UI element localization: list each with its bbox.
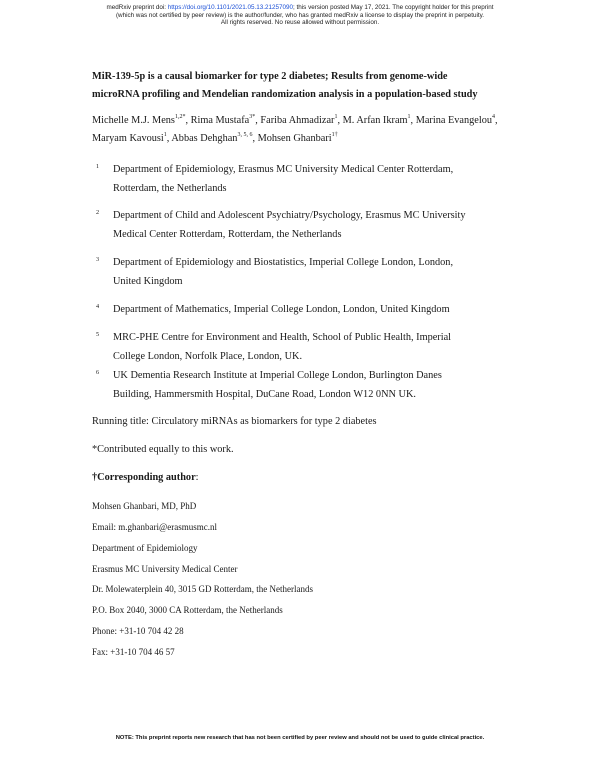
author: Maryam Kavousi$^1$, bbox=[92, 132, 172, 144]
affiliation-text: UK Dementia Research Institute at Imperial College London, Burlington Danes bbox=[113, 370, 442, 381]
affiliation-text: Department of Epidemiology, Erasmus MC University Medical Center Rotterdam, bbox=[113, 164, 454, 175]
affiliation-text: United Kingdom bbox=[113, 276, 183, 287]
notice-line-2: (which was not certified by peer review) is the author/funder, who has granted medRxiv a license to display the preprint in perpetuity. bbox=[115, 11, 485, 19]
affiliation-text: Department of Epidemiology and Biostatistics, Imperial College London, London, bbox=[113, 257, 454, 268]
contact-po-box: P.O. Box 2040, 3000 CA Rotterdam, the Netherlands bbox=[92, 605, 283, 615]
preprint-notice bbox=[40, 4, 560, 27]
doi-link[interactable]: https://doi.org/10.1101/2021.05.13.21257090 bbox=[167, 4, 294, 11]
title-line-1: MiR-139-5p is a causal biomarker for type 2 diabetes; Results from genome-wide bbox=[92, 71, 448, 82]
running-title: Running title: Circulatory miRNAs as biomarkers for type 2 diabetes bbox=[92, 416, 377, 427]
affiliation-number: 3 bbox=[96, 256, 100, 263]
title-line-2: microRNA profiling and Mendelian randomization analysis in a population-based study bbox=[92, 89, 478, 100]
affiliation-text: Department of Child and Adolescent Psychiatry/Psychology, Erasmus MC University bbox=[113, 210, 466, 221]
contact-institution: Erasmus MC University Medical Center bbox=[92, 564, 238, 574]
affiliation-text: MRC-PHE Centre for Environment and Health, School of Public Health, Imperial bbox=[113, 332, 452, 343]
contact-name: Mohsen Ghanbari, MD, PhD bbox=[92, 501, 197, 511]
affiliation-text: Medical Center Rotterdam, Rotterdam, the Netherlands bbox=[113, 229, 342, 240]
affiliation-text: Building, Hammersmith Hospital, DuCane Road, London W12 0NN UK. bbox=[113, 389, 416, 400]
affiliation-number: 5 bbox=[96, 331, 100, 338]
author: Mohsen Ghanbari$^{1\dagger}$ bbox=[257, 132, 338, 144]
contact-email[interactable]: Email: m.ghanbari@erasmusmc.nl bbox=[92, 522, 218, 532]
paper-title bbox=[92, 68, 532, 104]
author-list bbox=[92, 112, 522, 148]
notice-line-3: All rights reserved. No reuse allowed without permission. bbox=[220, 19, 380, 27]
contact-fax: Fax: +31-10 704 46 57 bbox=[92, 647, 175, 657]
notice-prefix: medRxiv preprint doi: bbox=[106, 4, 168, 11]
affiliation-text: College London, Norfolk Place, London, UK. bbox=[113, 351, 303, 362]
author: Rima Mustafa$^{3*}$, bbox=[190, 114, 261, 126]
author: Abbas Dehghan$^{3, 5, 6}$, bbox=[171, 132, 258, 144]
affiliation-number: 4 bbox=[96, 303, 100, 310]
affiliation-number: 2 bbox=[96, 209, 100, 216]
notice-suffix: ; this version posted May 17, 2021. The copyright holder for this preprint bbox=[293, 4, 494, 11]
contact-department: Department of Epidemiology bbox=[92, 543, 198, 553]
affiliation-text: Rotterdam, the Netherlands bbox=[113, 183, 227, 194]
author: M. Arfan Ikram$^1$, bbox=[342, 114, 416, 126]
corresponding-label: †Corresponding author bbox=[92, 472, 196, 483]
contact-address: Dr. Molewaterplein 40, 3015 GD Rotterdam, the Netherlands bbox=[92, 584, 313, 594]
equal-contribution-note: *Contributed equally to this work. bbox=[92, 444, 234, 455]
contact-phone: Phone: +31-10 704 42 28 bbox=[92, 626, 184, 636]
author: Fariba Ahmadizar$^1$, bbox=[260, 114, 343, 126]
corresponding-colon: : bbox=[195, 472, 199, 483]
corresponding-author-heading bbox=[92, 471, 532, 485]
affiliation-number: 6 bbox=[96, 369, 100, 376]
author: Marina Evangelou$^4$, bbox=[415, 114, 498, 126]
affiliation-number: 1 bbox=[96, 163, 100, 170]
author: Michelle M.J. Mens$^{1,2*}$, bbox=[92, 114, 191, 126]
notice-line-1 bbox=[40, 4, 560, 12]
affiliation-text: Department of Mathematics, Imperial College London, London, United Kingdom bbox=[113, 304, 450, 315]
peer-review-note: NOTE: This preprint reports new research that has not been certified by peer review and should not be used to guide clinical practice. bbox=[115, 735, 485, 741]
